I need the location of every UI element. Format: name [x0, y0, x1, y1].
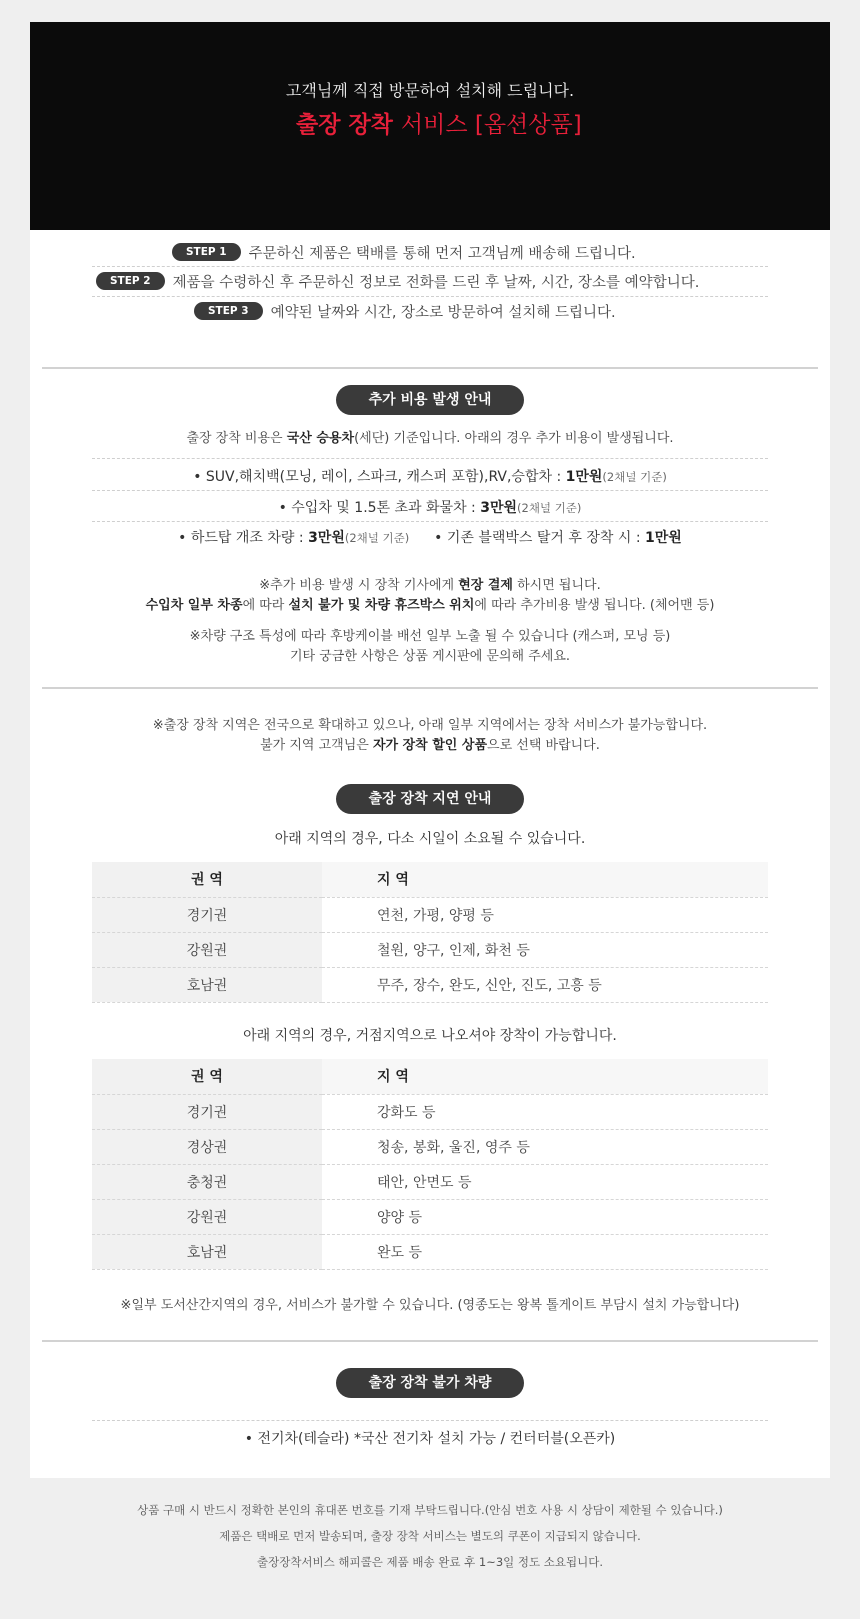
table-header-row — [92, 1059, 768, 1094]
region-cell: 경상권 — [92, 1129, 322, 1164]
area-cell: 양양 등 — [322, 1199, 768, 1234]
footer-line-2: 제품은 택배로 먼저 발송되며, 출장 장착 서비스는 별도의 쿠폰이 지급되지 않습니다. — [219, 1529, 641, 1543]
column-header-region: 권 역 — [92, 862, 322, 897]
column-header-region: 권 역 — [92, 1059, 322, 1094]
divider — [92, 490, 768, 491]
divider — [92, 458, 768, 459]
column-header-area: 지 역 — [322, 862, 768, 897]
extra-cost-intro: 출장 장착 비용은 국산 승용차(세단) 기준입니다. 아래의 경우 추가 비용이 발생됩니다. — [186, 431, 674, 446]
region-cell: 경기권 — [92, 897, 322, 932]
region-cell: 호남권 — [92, 1234, 322, 1269]
area-cell: 철원, 양구, 인제, 화천 등 — [322, 932, 768, 967]
step-2 — [96, 268, 699, 294]
table-row — [92, 1234, 768, 1269]
banner-title-bold: 출장 장착 — [296, 112, 393, 138]
delay-table-1 — [92, 862, 768, 1003]
region-cell: 충청권 — [92, 1164, 322, 1199]
area-cell: 완도 등 — [322, 1234, 768, 1269]
extra-cost-note-4: 기타 궁금한 사항은 상품 게시판에 문의해 주세요. — [289, 649, 571, 664]
region-cell: 강원권 — [92, 1199, 322, 1234]
island-note: ※일부 도서산간지역의 경우, 서비스가 불가할 수 있습니다. (영종도는 왕복 톨게이트 부담시 설치 가능합니다) — [120, 1298, 740, 1313]
content-sheet — [30, 22, 830, 1478]
area-cell: 강화도 등 — [322, 1094, 768, 1129]
table-row — [92, 1129, 768, 1164]
delay-table-2-caption: 아래 지역의 경우, 거점지역으로 나오셔야 장착이 가능합니다. — [243, 1028, 617, 1044]
area-notice-line-1: ※출장 장착 지역은 전국으로 확대하고 있으나, 아래 일부 지역에서는 장착 서비스가 불가능합니다. — [152, 718, 708, 733]
divider — [92, 521, 768, 522]
unavailable-item: • 전기차(테슬라) *국산 전기차 설치 가능 / 컨터터블(오픈카) — [244, 1431, 616, 1447]
footer-line-3: 출장장착서비스 해피콜은 제품 배송 완료 후 1~3일 정도 소요됩니다. — [257, 1555, 603, 1569]
area-cell: 청송, 봉화, 울진, 영주 등 — [322, 1129, 768, 1164]
step-1-badge: STEP 1 — [172, 243, 241, 261]
region-cell: 경기권 — [92, 1094, 322, 1129]
header-banner — [30, 22, 830, 230]
step-3-badge: STEP 3 — [194, 302, 263, 320]
table-row — [92, 1094, 768, 1129]
area-notice-line-2: 불가 지역 고객님은 자가 장착 할인 상품으로 선택 바랍니다. — [260, 738, 600, 753]
step-1 — [172, 239, 636, 265]
area-cell: 태안, 안면도 등 — [322, 1164, 768, 1199]
delay-table-2 — [92, 1059, 768, 1270]
divider — [92, 296, 768, 297]
table-header-row — [92, 862, 768, 897]
delay-table-1-caption: 아래 지역의 경우, 다소 시일이 소요될 수 있습니다. — [274, 831, 586, 847]
table-row — [92, 932, 768, 967]
extra-cost-note-1: ※추가 비용 발생 시 장착 기사에게 현장 결제 하시면 됩니다. — [259, 578, 601, 593]
step-2-text: 제품을 수령하신 후 주문하신 정보로 전화를 드린 후 날짜, 시간, 장소를 예약합니다. — [172, 274, 700, 291]
region-cell: 호남권 — [92, 967, 322, 1002]
area-cell: 무주, 장수, 완도, 신안, 진도, 고흥 등 — [322, 967, 768, 1002]
section-divider — [42, 367, 818, 369]
delay-heading: 출장 장착 지연 안내 — [336, 784, 524, 814]
area-cell: 연천, 가평, 양평 등 — [322, 897, 768, 932]
table-row — [92, 897, 768, 932]
divider — [92, 1420, 768, 1421]
extra-cost-note-2: 수입차 일부 차종에 따라 설치 불가 및 차량 휴즈박스 위치에 따라 추가비용 발생 됩니다. (체어맨 등) — [145, 598, 715, 613]
region-cell: 강원권 — [92, 932, 322, 967]
table-row — [92, 1199, 768, 1234]
table-row — [92, 1164, 768, 1199]
banner-title — [296, 106, 582, 139]
divider — [92, 266, 768, 267]
section-divider — [42, 687, 818, 689]
column-header-area: 지 역 — [322, 1059, 768, 1094]
step-3-text: 예약된 날짜와 시간, 장소로 방문하여 설치해 드립니다. — [270, 304, 616, 321]
step-2-badge: STEP 2 — [96, 272, 165, 290]
extra-cost-note-3: ※차량 구조 특성에 따라 후방케이블 배선 일부 노출 될 수 있습니다 (캐스퍼, 모닝 등) — [189, 629, 671, 644]
extra-cost-heading: 추가 비용 발생 안내 — [336, 385, 524, 415]
step-3 — [194, 298, 616, 324]
banner-subtitle: 고객님께 직접 방문하여 설치해 드립니다. — [285, 81, 575, 100]
section-divider — [42, 1340, 818, 1342]
step-1-text: 주문하신 제품은 택배를 통해 먼저 고객님께 배송해 드립니다. — [248, 245, 636, 262]
table-row — [92, 967, 768, 1002]
extra-cost-item-1: • SUV,해치백(모닝, 레이, 스파크, 캐스퍼 포함),RV,승합차 : 1만원(2채널 기준) — [193, 469, 667, 485]
footer-line-1: 상품 구매 시 반드시 정확한 본인의 휴대폰 번호를 기재 부탁드립니다.(안심 번호 사용 시 상담이 제한될 수 있습니다.) — [137, 1503, 723, 1517]
extra-cost-item-2: • 수입차 및 1.5톤 초과 화물차 : 3만원(2채널 기준) — [278, 500, 582, 516]
unavailable-heading: 출장 장착 불가 차량 — [336, 1368, 524, 1398]
extra-cost-item-3-4: • 하드탑 개조 차량 : 3만원(2채널 기준) • 기존 블랙박스 탈거 후 장착 시 : 1만원 — [178, 530, 682, 546]
banner-title-light: 서비스 [옵션상품] — [400, 112, 582, 138]
